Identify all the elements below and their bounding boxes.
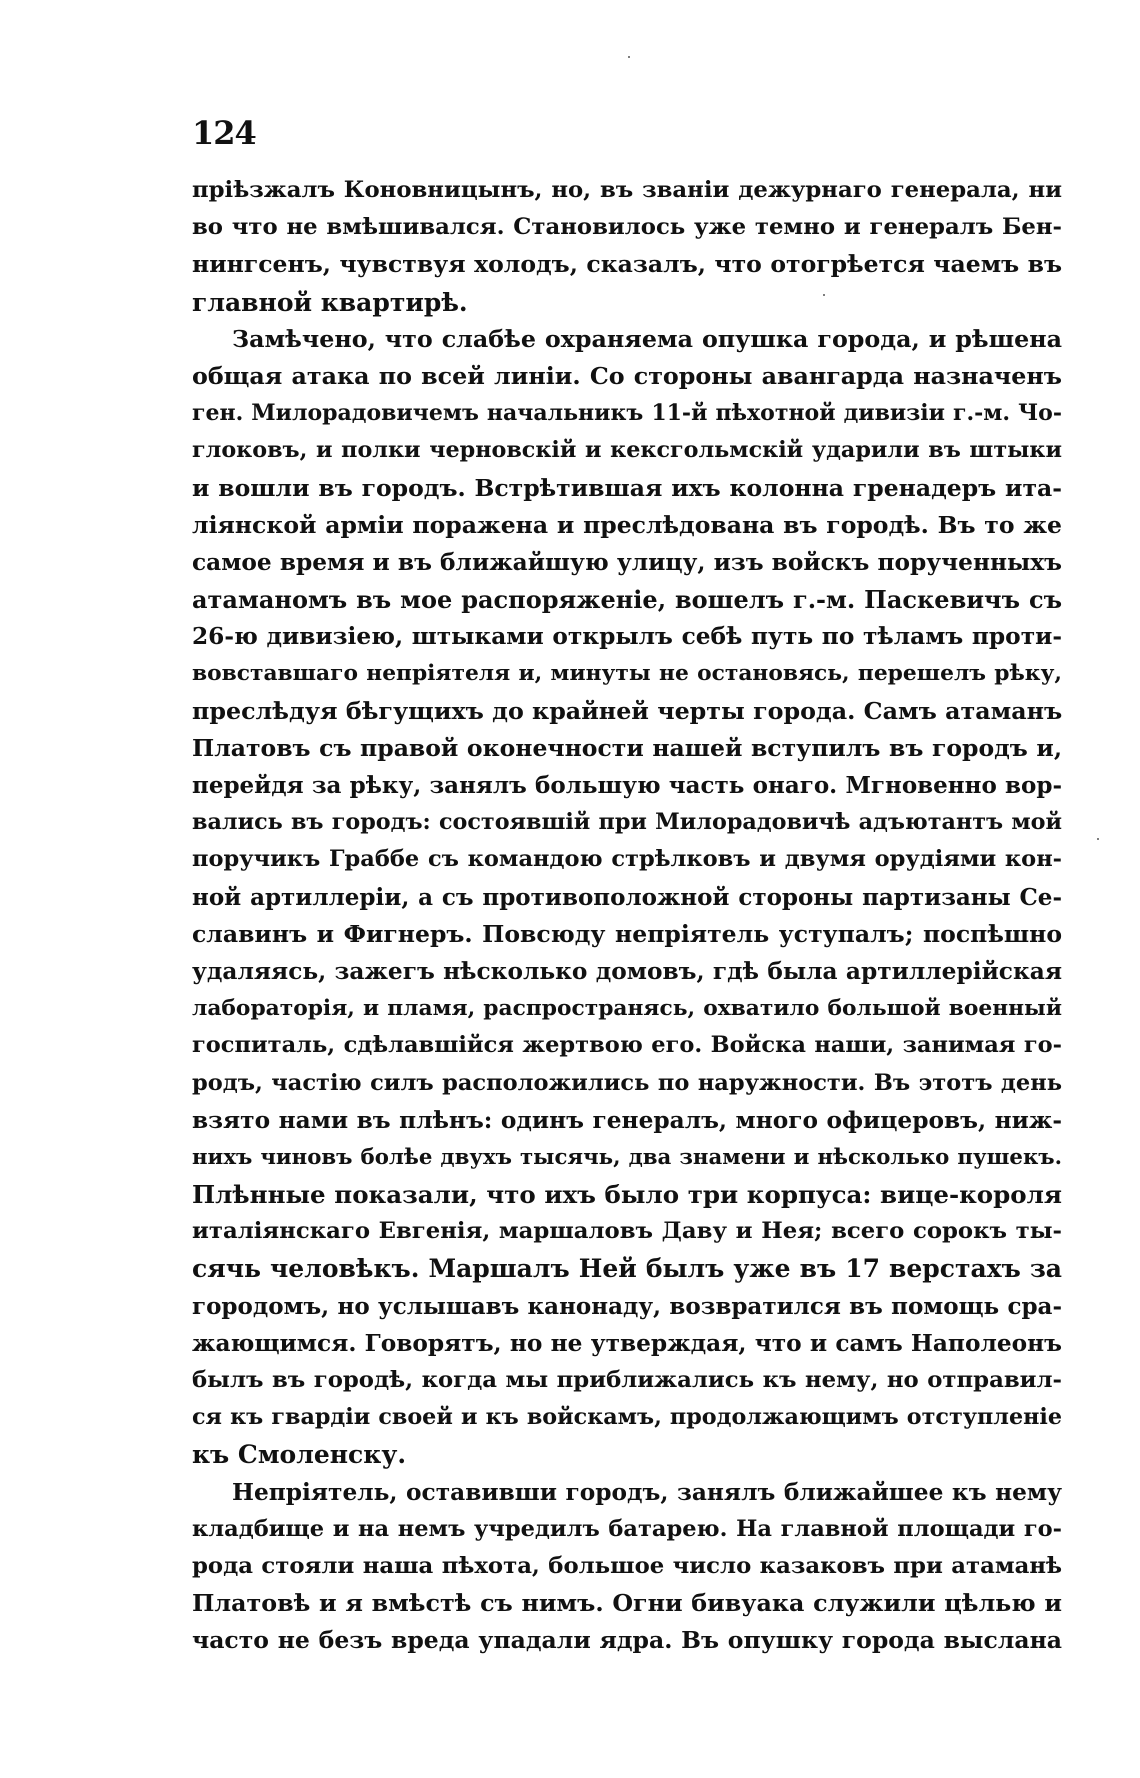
text-line: вались въ городъ: состоявшiй при Милорадовичѣ адъютантъ мой (192, 809, 1062, 836)
text-line: сячь человѣкъ. Маршалъ Ней былъ уже въ 17 верстахъ за (192, 1254, 1062, 1284)
text-line: славинъ и Фигнеръ. Повсюду непрiятель уступалъ; поспѣшно (192, 919, 1062, 948)
text-line: Замѣчено, что слабѣе охраняема опушка города, и рѣшена (232, 324, 1062, 353)
paragraph-2 (192, 321, 1062, 1474)
body-text (192, 172, 1062, 1660)
text-line: атаманомъ въ мое распоряженiе, вошелъ г.-м. Паскевичъ съ (192, 585, 1062, 615)
page-number: 124 (192, 114, 256, 152)
text-line: глоковъ, и полки черновскiй и кексгольмскiй ударили въ штыки (192, 437, 1062, 464)
text-line: ной артиллерiи, а съ противоположной стороны партизаны Се- (192, 883, 1062, 911)
text-line: ся къ гвардiи своей и къ войскамъ, продолжающимъ отступленiе (192, 1404, 1062, 1431)
text-line: во что не вмѣшивался. Становилось уже темно и генералъ Бен- (192, 214, 1062, 241)
text-line: часто не безъ вреда упадали ядра. Въ опушку города выслана (192, 1626, 1062, 1655)
text-line: и вошли въ городъ. Встрѣтившая ихъ колонна гренадеръ ита- (192, 473, 1062, 502)
text-line: общая атака по всей линiи. Со стороны авангарда назначенъ (192, 361, 1062, 390)
text-line: самое время и въ ближайшую улицу, изъ войскъ порученныхъ (192, 548, 1062, 576)
text-line: прiѣзжалъ Коновницынъ, но, въ званiи дежурнаго генерала, ни (192, 177, 1062, 203)
text-line: рода стояли наша пѣхота, большое число казаковъ при атаманѣ (192, 1552, 1062, 1579)
text-line: къ Смоленску. (192, 1440, 407, 1470)
text-line: былъ въ городѣ, когда мы приближались къ нему, но отправил- (192, 1367, 1062, 1393)
text-line: преслѣдуя бѣгущихъ до крайней черты города. Самъ атаманъ (192, 696, 1063, 725)
text-line: ген. Милорадовичемъ начальникъ 11-й пѣхотной дивизiи г.-м. Чо- (192, 400, 1062, 427)
text-line: нихъ чиновъ болѣе двухъ тысячь, два знамени и нѣсколько пушекъ. (192, 1144, 1062, 1170)
text-line: Непрiятель, оставивши городъ, занялъ ближайшее къ нему (232, 1478, 1062, 1506)
text-line: поручикъ Граббе съ командою стрѣлковъ и двумя орудiями кон- (192, 846, 1062, 873)
text-line: италiянскаго Евгенiя, маршаловъ Даву и Нея; всего сорокъ ты- (192, 1218, 1062, 1245)
text-line: вовставшаго непрiятеля и, минуты не остановясь, перешелъ рѣку, (192, 661, 1062, 687)
text-line: кладбище и на немъ учредилъ батарею. На главной площади го- (192, 1515, 1062, 1542)
text-line: Платовѣ и я вмѣстѣ съ нимъ. Огни бивуака служили цѣлью и (192, 1589, 1062, 1618)
text-line: родъ, частiю силъ расположились по наружности. Въ этотъ день (192, 1069, 1062, 1096)
text-line: жающимся. Говорятъ, но не утверждая, что и самъ Наполеонъ (192, 1329, 1062, 1357)
paragraph-1 (192, 172, 1062, 321)
text-line: главной квартирѣ. (192, 287, 468, 317)
text-line: городомъ, но услышавъ канонаду, возвратился въ помощь сра- (192, 1292, 1062, 1320)
text-line: Плѣнные показали, что ихъ было три корпуса: вице-короля (192, 1180, 1062, 1210)
scan-speck (628, 56, 630, 58)
text-line: лабораторiя, и пламя, распространясь, охватило большой военный (192, 996, 1062, 1022)
text-line: перейдя за рѣку, занялъ большую часть онаго. Мгновенно вор- (192, 772, 1062, 799)
text-line: госпиталь, сдѣлавшiйся жертвою его. Войска наши, занимая го- (192, 1032, 1062, 1059)
text-line: Платовъ съ правой оконечности нашей вступилъ въ городъ и, (192, 733, 1062, 762)
scan-speck (1097, 838, 1099, 840)
text-line: удаляясь, зажегъ нѣсколько домовъ, гдѣ была артиллерiйская (192, 957, 1062, 985)
text-line: нингсенъ, чувствуя холодъ, сказалъ, что отогрѣется чаемъ въ (192, 250, 1062, 279)
text-line: взято нами въ плѣнъ: одинъ генералъ, много офицеровъ, ниж- (192, 1106, 1062, 1134)
text-line: 26-ю дивизiею, штыками открылъ себѣ путь по тѣламъ проти- (192, 623, 1062, 651)
paragraph-3 (192, 1474, 1062, 1660)
text-line: лiянской армiи поражена и преслѣдована въ городѣ. Въ то же (192, 510, 1062, 539)
